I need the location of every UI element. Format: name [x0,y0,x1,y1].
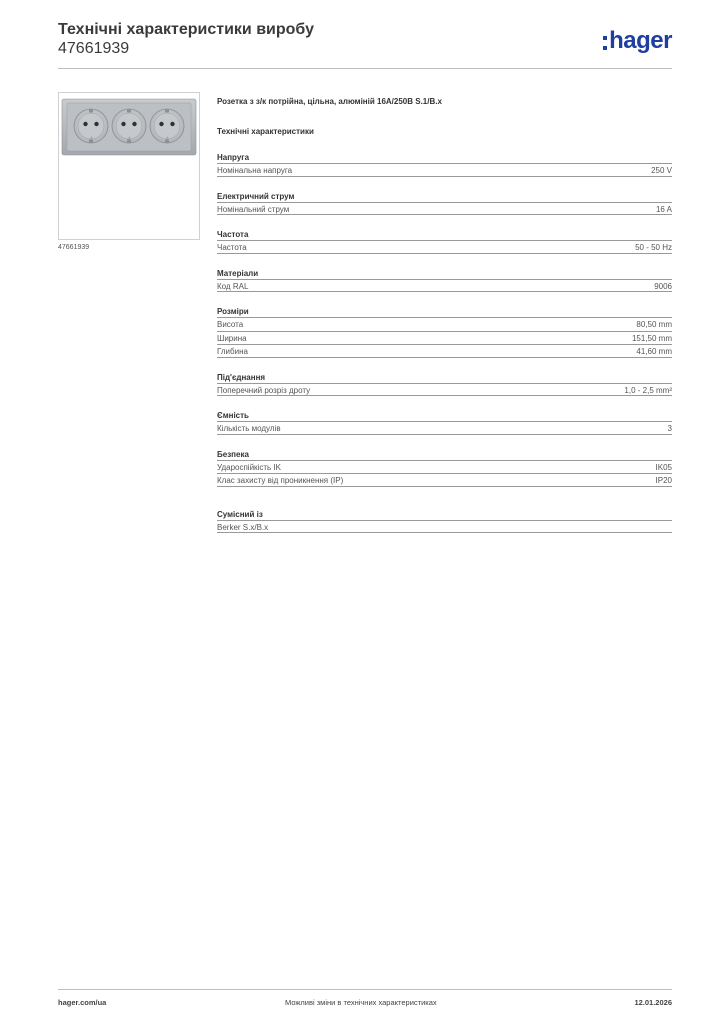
earth-symbol-icon: ⏚ [127,135,132,140]
logo-text: hager [609,27,672,54]
spec-label: Частота [217,243,247,252]
group-title: Напруга [217,153,250,162]
spec-row [217,202,672,216]
earth-clip [89,110,93,113]
group-title: Під'єднання [217,372,266,382]
spec-label: Поперечний розріз дроту [217,385,311,395]
pin-hole [159,122,163,126]
earth-clip [165,110,169,113]
spec-row [217,163,672,177]
spec-row [217,520,672,534]
spec-row [217,421,672,435]
spec-label: Номінальна напруга [217,166,293,175]
spec-label: Кількість модулів [217,424,281,433]
page-title: Технічні характеристики виробу [58,21,314,38]
spec-row [217,383,672,397]
page-header [58,20,672,68]
spec-panel [217,96,672,533]
compat-group [217,509,672,534]
footer-date: 12.01.2026 [634,998,672,1007]
socket-outlet [74,109,108,143]
pin-hole [94,122,98,126]
product-name: Розетка з з/к потрійна, цільна, алюміній 16A/250B S.1/B.x [217,97,442,106]
product-image-frame [58,92,200,240]
group-title: Матеріали [217,268,259,278]
spec-group [217,191,672,216]
footer-disclaimer: Можливі зміни в технічних характеристиках [285,998,437,1007]
spec-label: Код RAL [217,281,249,291]
earth-symbol-icon: ⏚ [165,135,170,140]
pin-hole [132,122,136,126]
pin-hole [121,122,125,126]
spec-value: 250 V [651,166,672,175]
spec-value: 41,60 mm [636,347,672,356]
spec-groups [217,152,672,487]
logo-dots-icon [603,36,607,50]
spec-row [217,344,672,358]
spec-value: 3 [667,424,672,433]
group-title: Безпека [217,449,249,459]
spec-label: Глибина [217,347,248,356]
pin-hole [83,122,87,126]
spec-value: 1,0 - 2,5 mm² [624,385,672,395]
spec-group [217,268,672,293]
socket-image [59,93,199,239]
socket-outlet [112,109,146,143]
spec-value: 50 - 50 Hz [635,243,672,252]
spec-row [217,331,672,345]
spec-row [217,460,672,474]
earth-symbol-icon: ⏚ [89,135,94,140]
group-title: Ємність [217,411,249,420]
spec-label: Удароспійкість IK [217,462,281,472]
earth-clip [127,110,131,113]
spec-label: Ширина [217,333,247,343]
spec-label: Клас захисту від проникнення (IP) [217,476,344,485]
spec-group [217,372,672,397]
spec-label: Висота [217,320,244,329]
spec-group [217,306,672,358]
footer-divider [58,989,672,990]
group-title: Частота [217,230,249,239]
spec-group [217,410,672,435]
spec-label: Номінальний струм [217,204,290,214]
header-divider [58,68,672,69]
spec-row [217,240,672,254]
group-title: Розміри [217,307,249,316]
footer-website-link[interactable]: hager.com/ua [58,998,107,1007]
spec-group [217,229,672,254]
group-title: Електричний струм [217,191,295,201]
spec-row [217,473,672,487]
spec-value: IK05 [655,462,672,472]
spec-group [217,449,672,487]
spec-value: IP20 [655,476,672,485]
image-caption: 47661939 [58,244,90,251]
hager-logo [603,27,672,55]
product-code: 47661939 [58,40,130,57]
compat-title: Сумісний із [217,509,263,519]
spec-row [217,279,672,293]
spec-value: 151,50 mm [631,333,672,343]
spec-row [217,317,672,331]
spec-group [217,152,672,177]
socket-outlet [150,109,184,143]
spec-value: 9006 [654,281,672,291]
section-title: Технічні характеристики [217,127,314,136]
pin-hole [170,122,174,126]
spec-value: 16 A [655,204,672,214]
spec-label: Berker S.x/B.x [217,522,269,532]
spec-value: 80,50 mm [636,320,672,329]
